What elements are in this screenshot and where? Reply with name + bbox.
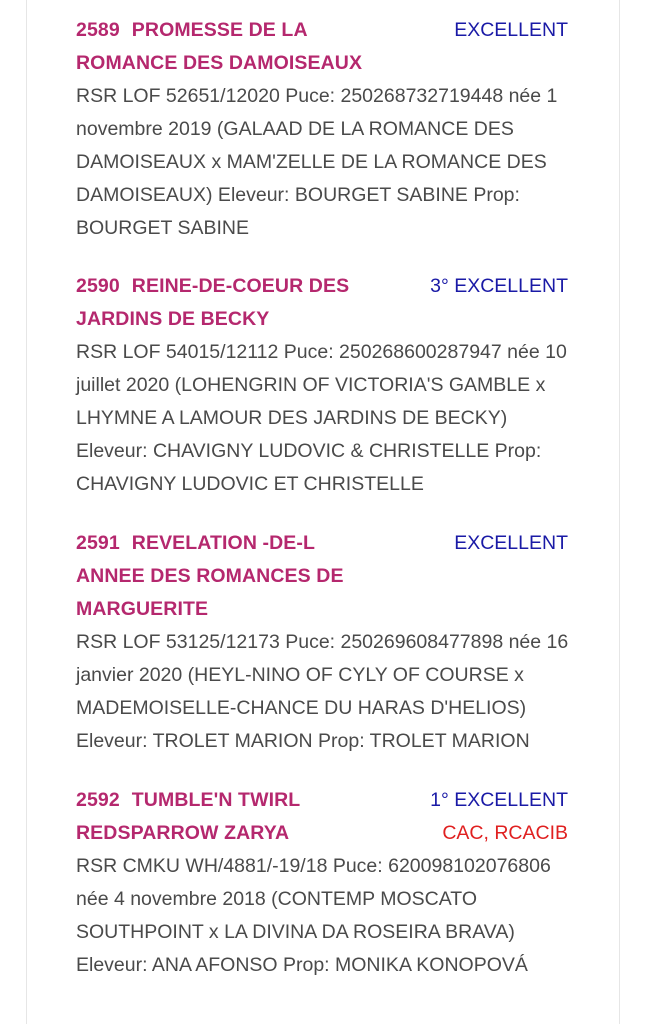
entry-details: RSR LOF 54015/12112 Puce: 250268600287947 née 10 juillet 2020 (LOHENGRIN OF VICTORIA'S GAMBLE x LHYMNE A LAMOUR DES JARDINS DE BECKY) Eleveur: CHAVIGNY LUDOVIC & CHRISTELLE Prop: CHAVIGNY LUDOVIC ET CHRISTELLE [76, 341, 567, 495]
entry-name: REINE-DE-COEUR DES JARDINS DE BECKY [76, 275, 350, 330]
entry-number: 2589 [76, 19, 120, 41]
right-divider [619, 0, 620, 1024]
grade-label: EXCELLENT [454, 532, 568, 554]
entry-number: 2592 [76, 789, 120, 811]
grade [454, 527, 568, 560]
entry-2591 [76, 527, 576, 758]
entry-number: 2591 [76, 532, 120, 554]
entry-name: PROMESSE DE LA ROMANCE DES DAMOISEAUX [76, 19, 363, 74]
dog-name [76, 527, 366, 626]
dog-name [76, 14, 376, 80]
left-divider [26, 0, 27, 1024]
entry-number: 2590 [76, 275, 120, 297]
dog-name [76, 270, 376, 336]
entry-details: RSR LOF 53125/12173 Puce: 250269608477898 née 16 janvier 2020 (HEYL-NINO OF CYLY OF COURSE x MADEMOISELLE-CHANCE DU HARAS D'HELIOS) Eleveur: TROLET MARION Prop: TROLET MARION [76, 631, 569, 752]
grade [430, 784, 568, 850]
entry-name: TUMBLE'N TWIRL REDSPARROW ZARYA [76, 789, 300, 844]
award-label: CAC, RCACIB [442, 822, 568, 844]
entry-2590 [76, 270, 576, 501]
grade [430, 270, 568, 303]
entry-header [76, 527, 576, 626]
entry-details: RSR LOF 52651/12020 Puce: 250268732719448 née 1 novembre 2019 (GALAAD DE LA ROMANCE DES DAMOISEAUX x MAM'ZELLE DE LA ROMANCE DES DAMOISEAUX) Eleveur: BOURGET SABINE Prop: BOURGET SABINE [76, 85, 558, 239]
entry-header [76, 270, 576, 336]
entry-details: RSR CMKU WH/4881/-19/18 Puce: 620098102076806 née 4 novembre 2018 (CONTEMP MOSCATO SOUTHPOINT x LA DIVINA DA ROSEIRA BRAVA) Eleveur: ANA AFONSO Prop: MONIKA KONOPOVÁ [76, 855, 551, 976]
entry-header [76, 784, 576, 850]
grade-label: 3° EXCELLENT [430, 275, 568, 297]
grade-label: EXCELLENT [454, 19, 568, 41]
entry-2592 [76, 784, 576, 982]
grade [454, 14, 568, 47]
entry-header [76, 14, 576, 80]
grade-label: 1° EXCELLENT [430, 789, 568, 811]
dog-name [76, 784, 376, 850]
entry-name: REVELATION -DE-L ANNEE DES ROMANCES DE MARGUERITE [76, 532, 344, 620]
entry-2589 [76, 14, 576, 245]
